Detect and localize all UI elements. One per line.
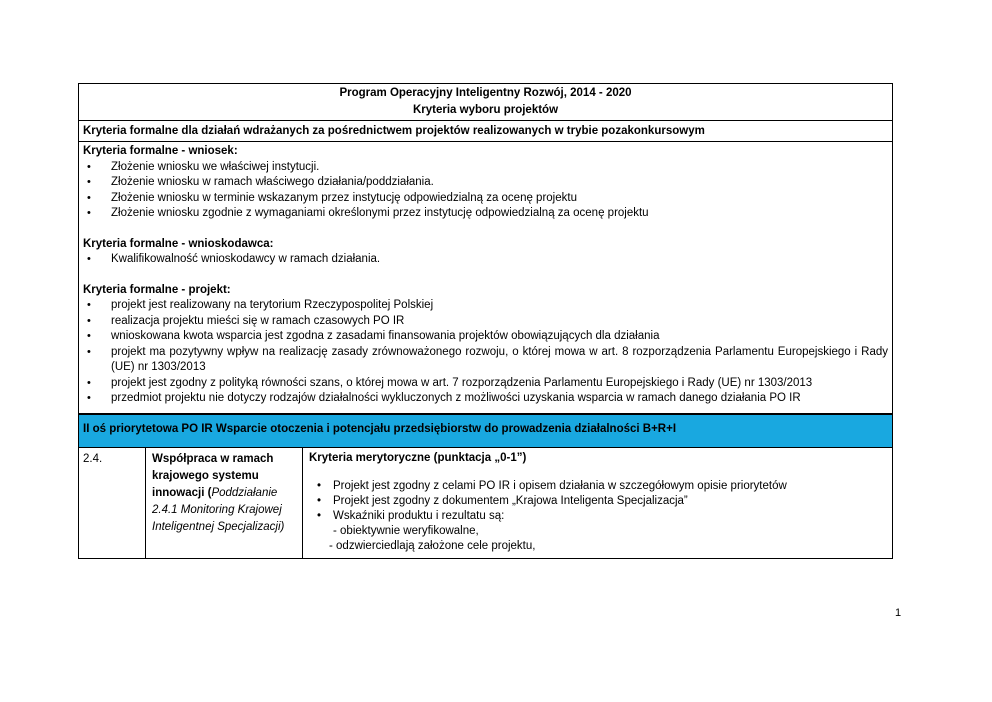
action-name-bold: Współpraca w ramach krajowego systemu innowacji xyxy=(152,452,274,499)
section-title: Kryteria formalne dla działań wdrażanych za pośrednictwem projektów realizowanych w trybie pozakonkursowym xyxy=(79,121,892,142)
criteria-heading: Kryteria merytoryczne (punktacja „0-1”) xyxy=(309,451,527,464)
list-item: • Wskaźniki produktu i rezultatu są: xyxy=(309,509,886,524)
list-item: • Złożenie wniosku w ramach właściwego działania/poddziałania. xyxy=(83,175,888,191)
list-item: • wnioskowana kwota wsparcia jest zgodna z zasadami finansowania projektów obowiązujących dla działania xyxy=(83,329,888,345)
sub-item: - odzwierciedlają założone cele projektu, xyxy=(329,539,536,552)
wniosek-heading: Kryteria formalne - wniosek: xyxy=(83,145,238,157)
page-number: 1 xyxy=(895,607,902,619)
list-item: • Kwalifikowalność wnioskodawcy w ramach działania. xyxy=(83,252,888,268)
list-item: • przedmiot projektu nie dotyczy rodzajów działalności wykluczonych z możliwości uzyskania wsparcia w ramach danego działania PO IR xyxy=(83,391,888,407)
criteria-list xyxy=(309,479,886,524)
wnioskodawca-list xyxy=(83,252,888,268)
criteria-title: Kryteria wyboru projektów xyxy=(412,104,559,116)
sub-item: - obiektywnie weryfikowalne, xyxy=(333,524,479,537)
priority-axis-title: II oś priorytetowa PO IR Wsparcie otoczenia i potencjału przedsiębiorstw do prowadzenia działalności B+R+I xyxy=(79,414,892,448)
program-title: Program Operacyjny Inteligentny Rozwój, 2014 - 2020 xyxy=(339,87,632,99)
list-item: • Projekt jest zgodny z dokumentem „Krajowa Inteligenta Specjalizacja” xyxy=(309,494,886,509)
list-item: • Projekt jest zgodny z celami PO IR i opisem działania w szczegółowym opisie priorytetów xyxy=(309,479,886,494)
formal-criteria-block xyxy=(79,142,892,414)
list-item: • projekt ma pozytywny wpływ na realizację zasady zrównoważonego rozwoju, o której mowa w art. 8 rozporządzenia Parlamentu Europejskiego i Rady (UE) nr 1303/2013 xyxy=(83,345,888,376)
table-header xyxy=(79,84,892,121)
wnioskodawca-heading: Kryteria formalne - wnioskodawca: xyxy=(83,237,274,250)
action-detail-row xyxy=(79,448,892,558)
projekt-heading: Kryteria formalne - projekt: xyxy=(83,283,231,296)
action-name: Współpraca w ramach krajowego systemu innowacji (Poddziałanie 2.4.1 Monitoring Krajowej Inteligentnej Specjalizacji) xyxy=(146,448,303,558)
list-item: • projekt jest realizowany na terytorium Rzeczypospolitej Polskiej xyxy=(83,298,888,314)
wniosek-list xyxy=(83,160,888,222)
list-item: • Złożenie wniosku zgodnie z wymaganiami określonymi przez instytucję odpowiedzialną za ocenę projektu xyxy=(83,206,888,222)
list-item: • realizacja projektu mieści się w ramach czasowych PO IR xyxy=(83,314,888,330)
criteria-table xyxy=(78,83,893,559)
projekt-list xyxy=(83,298,888,407)
subaction-name: Poddziałanie 2.4.1 Monitoring Krajowej Inteligentnej Specjalizacji xyxy=(152,486,282,533)
list-item: • projekt jest zgodny z polityką równości szans, o której mowa w art. 7 rozporządzenia Parlamentu Europejskiego i Rady (UE) nr 1303/2013 xyxy=(83,376,888,392)
list-item: • Złożenie wniosku we właściwej instytucji. xyxy=(83,160,888,176)
list-item: • Złożenie wniosku w terminie wskazanym przez instytucję odpowiedzialną za ocenę projektu xyxy=(83,191,888,207)
action-number: 2.4. xyxy=(79,448,146,558)
criteria-cell xyxy=(303,448,892,558)
